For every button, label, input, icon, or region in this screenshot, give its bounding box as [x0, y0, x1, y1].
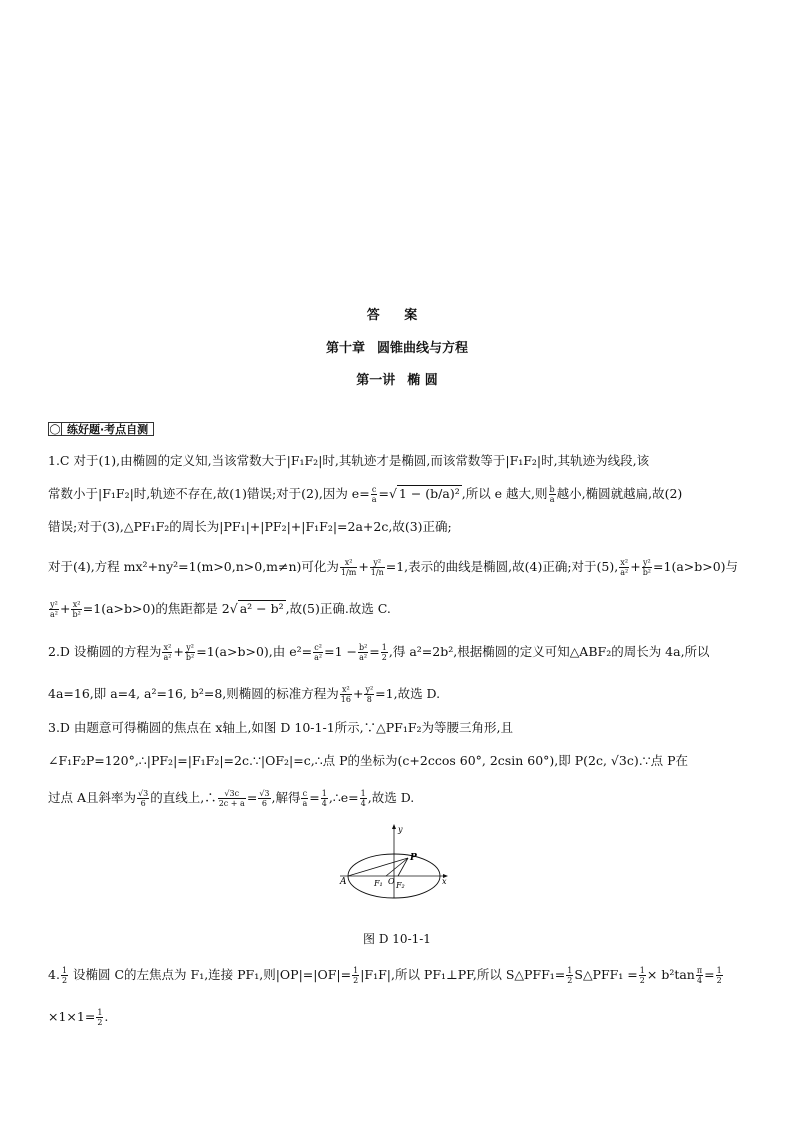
- numerator: b²: [358, 643, 368, 652]
- numerator: c: [302, 789, 308, 798]
- denominator: 16: [340, 695, 351, 704]
- p1-line-1: 1.C 对于(1),由椭圆的定义知,当该常数大于|F₁F₂|时,其轨迹才是椭圆,而该常数等于|F₁F₂|时,其轨迹为线段,该: [48, 453, 650, 468]
- numerator: √3c: [218, 789, 246, 799]
- denominator: 2: [639, 976, 645, 985]
- p3-line-3: [48, 788, 414, 808]
- numerator: b: [549, 485, 555, 494]
- fraction: [340, 685, 352, 704]
- numerator: 1: [381, 643, 387, 652]
- numerator: 1: [567, 966, 573, 975]
- denominator: 6: [140, 799, 146, 808]
- text: 4a=16,即 a=4, a²=16, b²=8,则椭圆的标准方程为: [48, 686, 339, 701]
- fraction: [258, 789, 270, 808]
- section-title: 椭 圆: [407, 373, 438, 388]
- fraction: [301, 789, 308, 808]
- p1-line-4: 对于(4),方程 mx²+ny²=1(m>0,n>0,m≠n)可化为 $\frac{\text{x²}}{1/m}$ + $\frac{\text{y²}}{1/n}$ =1,表示的曲线是椭圆,故(4)正确;对于(5), $\frac{\text{x²}}{\text{a²}}$ + $\frac{\text{y²}}{\text{b²}}$ =1(a>b>0)与: [48, 558, 739, 577]
- fraction: [162, 643, 172, 662]
- text: × b²tan: [646, 967, 695, 982]
- numerator: 1: [97, 1008, 103, 1017]
- p3-line-1: 3.D 由题意可得椭圆的焦点在 x轴上,如图 D 10-1-1所示,∵△PF₁F₂为等腰三角形,且: [48, 720, 513, 735]
- numerator: x²: [163, 643, 172, 652]
- fraction: [137, 789, 149, 808]
- numerator: 1: [639, 966, 645, 975]
- numerator: 1: [61, 966, 68, 975]
- fraction: [49, 600, 59, 619]
- text: 过点 A且斜率为: [48, 790, 137, 805]
- answer-heading: 答 案: [366, 308, 428, 323]
- numerator: π: [696, 966, 703, 975]
- text: =1(a>b>0)与: [653, 559, 739, 574]
- fraction: [639, 966, 646, 985]
- denominator: a: [302, 799, 308, 808]
- p2-line-2: 4a=16,即 a=4, a²=16, b²=8,则椭圆的标准方程为 $\frac{\text{x²}}{16}$ + $\frac{\text{y²}}{8}$ =1,故选 D.: [48, 685, 441, 704]
- numerator: x²: [340, 685, 352, 695]
- numerator: 1: [360, 789, 366, 798]
- numerator: c: [371, 485, 377, 494]
- fraction: [566, 966, 573, 985]
- text: =: [704, 967, 715, 982]
- denominator: a: [549, 495, 555, 504]
- text: ,得 a²=2b²,根据椭圆的定义可知△ABF₂的周长为 4a,所以: [388, 644, 710, 659]
- denominator: 8: [366, 695, 372, 704]
- label-O: O: [388, 877, 395, 886]
- numerator: c²: [314, 643, 322, 652]
- line-F1P: [386, 858, 408, 876]
- chapter-heading: [0, 337, 794, 356]
- numerator: √3: [259, 789, 270, 798]
- denominator: 2c + a: [218, 799, 245, 808]
- denominator: a: [371, 495, 377, 504]
- text: =1,故选 D.: [375, 686, 441, 701]
- fraction: [218, 789, 246, 808]
- ellipse-figure: [338, 822, 458, 902]
- label-y: y: [398, 825, 403, 834]
- denominator: 2: [567, 976, 573, 985]
- chapter-title: 圆锥曲线与方程: [377, 341, 469, 356]
- denominator: a²: [314, 653, 323, 662]
- denominator: a²: [620, 568, 629, 577]
- numerator: x²: [72, 600, 81, 609]
- numerator: y²: [50, 600, 58, 609]
- fraction: [96, 1008, 103, 1027]
- text: S△PFF₁ =: [574, 967, 638, 982]
- fraction: [360, 789, 367, 808]
- fraction: [71, 600, 81, 619]
- sqrt-expr: 1 − (b/a)²: [398, 486, 460, 501]
- denominator: 1/m: [340, 568, 357, 577]
- fraction: [642, 558, 652, 577]
- fraction: [619, 558, 629, 577]
- lightbulb-icon: ◯: [49, 423, 61, 435]
- label-P: P: [410, 853, 417, 863]
- practice-tag-label: 练好题·考点自测: [62, 422, 154, 436]
- fraction: [313, 643, 323, 662]
- p4-line-2: [48, 1007, 108, 1027]
- label-x: x: [442, 877, 447, 886]
- numerator: y²: [365, 685, 374, 694]
- fraction: [696, 966, 703, 985]
- numerator: 1: [716, 966, 722, 975]
- fraction: [321, 789, 328, 808]
- text: ×1×1=: [48, 1009, 96, 1024]
- figure-caption: 图 D 10-1-1: [363, 932, 431, 946]
- denominator: 4: [696, 976, 703, 985]
- denominator: a²: [163, 653, 172, 662]
- y-axis-arrow: [392, 824, 396, 829]
- label-A: A: [340, 877, 347, 887]
- fraction: [61, 966, 68, 985]
- p1-line-2: 常数小于|F₁F₂|时,轨迹不存在,故(1)错误;对于(2),因为 e= $\frac{c}{a}$ =√ 1 − (b/a)² ,所以 e 越大,则 $\frac{b}{a}$ 越小,椭圆就越扁,故(2): [48, 485, 683, 504]
- denominator: 4: [321, 799, 327, 808]
- section-number: 第一讲: [356, 373, 396, 388]
- denominator: 6: [261, 799, 267, 808]
- denominator: b²: [72, 610, 81, 619]
- numerator: y²: [186, 643, 194, 652]
- chapter-number: 第十章: [325, 341, 365, 356]
- sqrt-expr: a² − b²: [239, 601, 284, 616]
- text: =: [369, 644, 380, 659]
- text: ,故选 D.: [367, 790, 415, 805]
- denominator: a²: [359, 653, 368, 662]
- p3-line-2: ∠F₁F₂P=120°,∴|PF₂|=|F₁F₂|=2c.∵|OF₂|=c,∴点 P的坐标为(c+2ccos 60°, 2csin 60°),即 P(2c, √3c).∵点 P在: [48, 753, 689, 768]
- sqrt-sign: √: [388, 486, 397, 501]
- numerator: √3: [138, 789, 149, 798]
- numerator: 1: [353, 966, 359, 975]
- p4-line-1: [48, 965, 724, 985]
- text: 设椭圆 C的左焦点为 F₁,连接 PF₁,则|OP|=|OF|=: [69, 967, 352, 982]
- numerator: x²: [340, 558, 357, 568]
- text: ,∴e=: [328, 790, 359, 805]
- text: =1(a>b>0),由 e²=: [196, 644, 313, 659]
- fraction: [340, 558, 357, 577]
- fraction: [549, 485, 556, 504]
- label-F1: F₁: [374, 879, 383, 888]
- fraction: [185, 643, 195, 662]
- sqrt-sign: √: [229, 601, 238, 616]
- p1-line-5: $\frac{\text{y²}}{\text{a²}}$ + $\frac{\text{x²}}{\text{b²}}$ =1(a>b>0)的焦距都是 2√ a² − b² ,故(5)正确.故选 C.: [50, 600, 391, 619]
- p2-line-1: 2.D 设椭圆的方程为 $\frac{\text{x²}}{\text{a²}}$ + $\frac{\text{y²}}{\text{b²}}$ =1(a>b>0),由 e²= $\frac{\text{c²}}{\text{a²}}$ =1 − $\frac{\text{b²}}{\text{a²}}$ = $\frac{1}{2}$ ,得 a²=2b²,根据椭圆的定义可知△ABF₂的周长为 4a,所以: [48, 643, 710, 662]
- practice-tag: [48, 421, 154, 437]
- text: 常数小于|F₁F₂|时,轨迹不存在,故(1)错误;对于(2),因为 e=: [48, 486, 370, 501]
- denominator: 2: [353, 976, 359, 985]
- denominator: 1/n: [370, 568, 384, 577]
- numerator: y²: [642, 558, 651, 567]
- fraction: [716, 966, 723, 985]
- numerator: 1: [321, 789, 327, 798]
- text: ,故(5)正确.故选 C.: [285, 601, 391, 616]
- numerator: y²: [370, 558, 385, 568]
- text: =1 −: [324, 644, 357, 659]
- fraction: [352, 966, 359, 985]
- text: =: [246, 790, 258, 805]
- numerator: x²: [620, 558, 629, 567]
- text: 越小,椭圆就越扁,故(2): [556, 486, 683, 501]
- fraction: [358, 643, 368, 662]
- text: 2.D 设椭圆的方程为: [48, 644, 162, 659]
- text: |F₁F|,所以 PF₁⊥PF,所以 S△PFF₁=: [360, 967, 566, 982]
- text: .: [104, 1009, 109, 1024]
- text: 的直线上,∴: [150, 790, 217, 805]
- text: 4.: [48, 967, 60, 982]
- denominator: a²: [50, 610, 58, 619]
- section-heading: [0, 369, 794, 388]
- denominator: b²: [642, 568, 652, 577]
- label-F2: F₂: [396, 881, 405, 890]
- p1-line-3: 错误;对于(3),△PF₁F₂的周长为|PF₁|+|PF₂|+|F₁F₂|=2a+2c,故(3)正确;: [48, 519, 452, 534]
- denominator: 2: [381, 653, 387, 662]
- text: ,所以 e 越大,则: [461, 486, 548, 501]
- denominator: 2: [716, 976, 722, 985]
- text: =1,表示的曲线是椭圆,故(4)正确;对于(5),: [385, 559, 619, 574]
- text: 对于(4),方程 mx²+ny²=1(m>0,n>0,m≠n)可化为: [48, 559, 339, 574]
- fraction: [370, 558, 385, 577]
- fraction: [371, 485, 378, 504]
- text: =: [309, 790, 320, 805]
- denominator: 4: [360, 799, 366, 808]
- text: =1(a>b>0)的焦距都是 2: [82, 601, 230, 616]
- line-AP: [348, 858, 408, 876]
- denominator: b²: [185, 653, 195, 662]
- denominator: 2: [97, 1018, 103, 1027]
- text: ,解得: [271, 790, 301, 805]
- denominator: 2: [61, 976, 68, 985]
- fraction: [381, 643, 388, 662]
- fraction: [364, 685, 374, 704]
